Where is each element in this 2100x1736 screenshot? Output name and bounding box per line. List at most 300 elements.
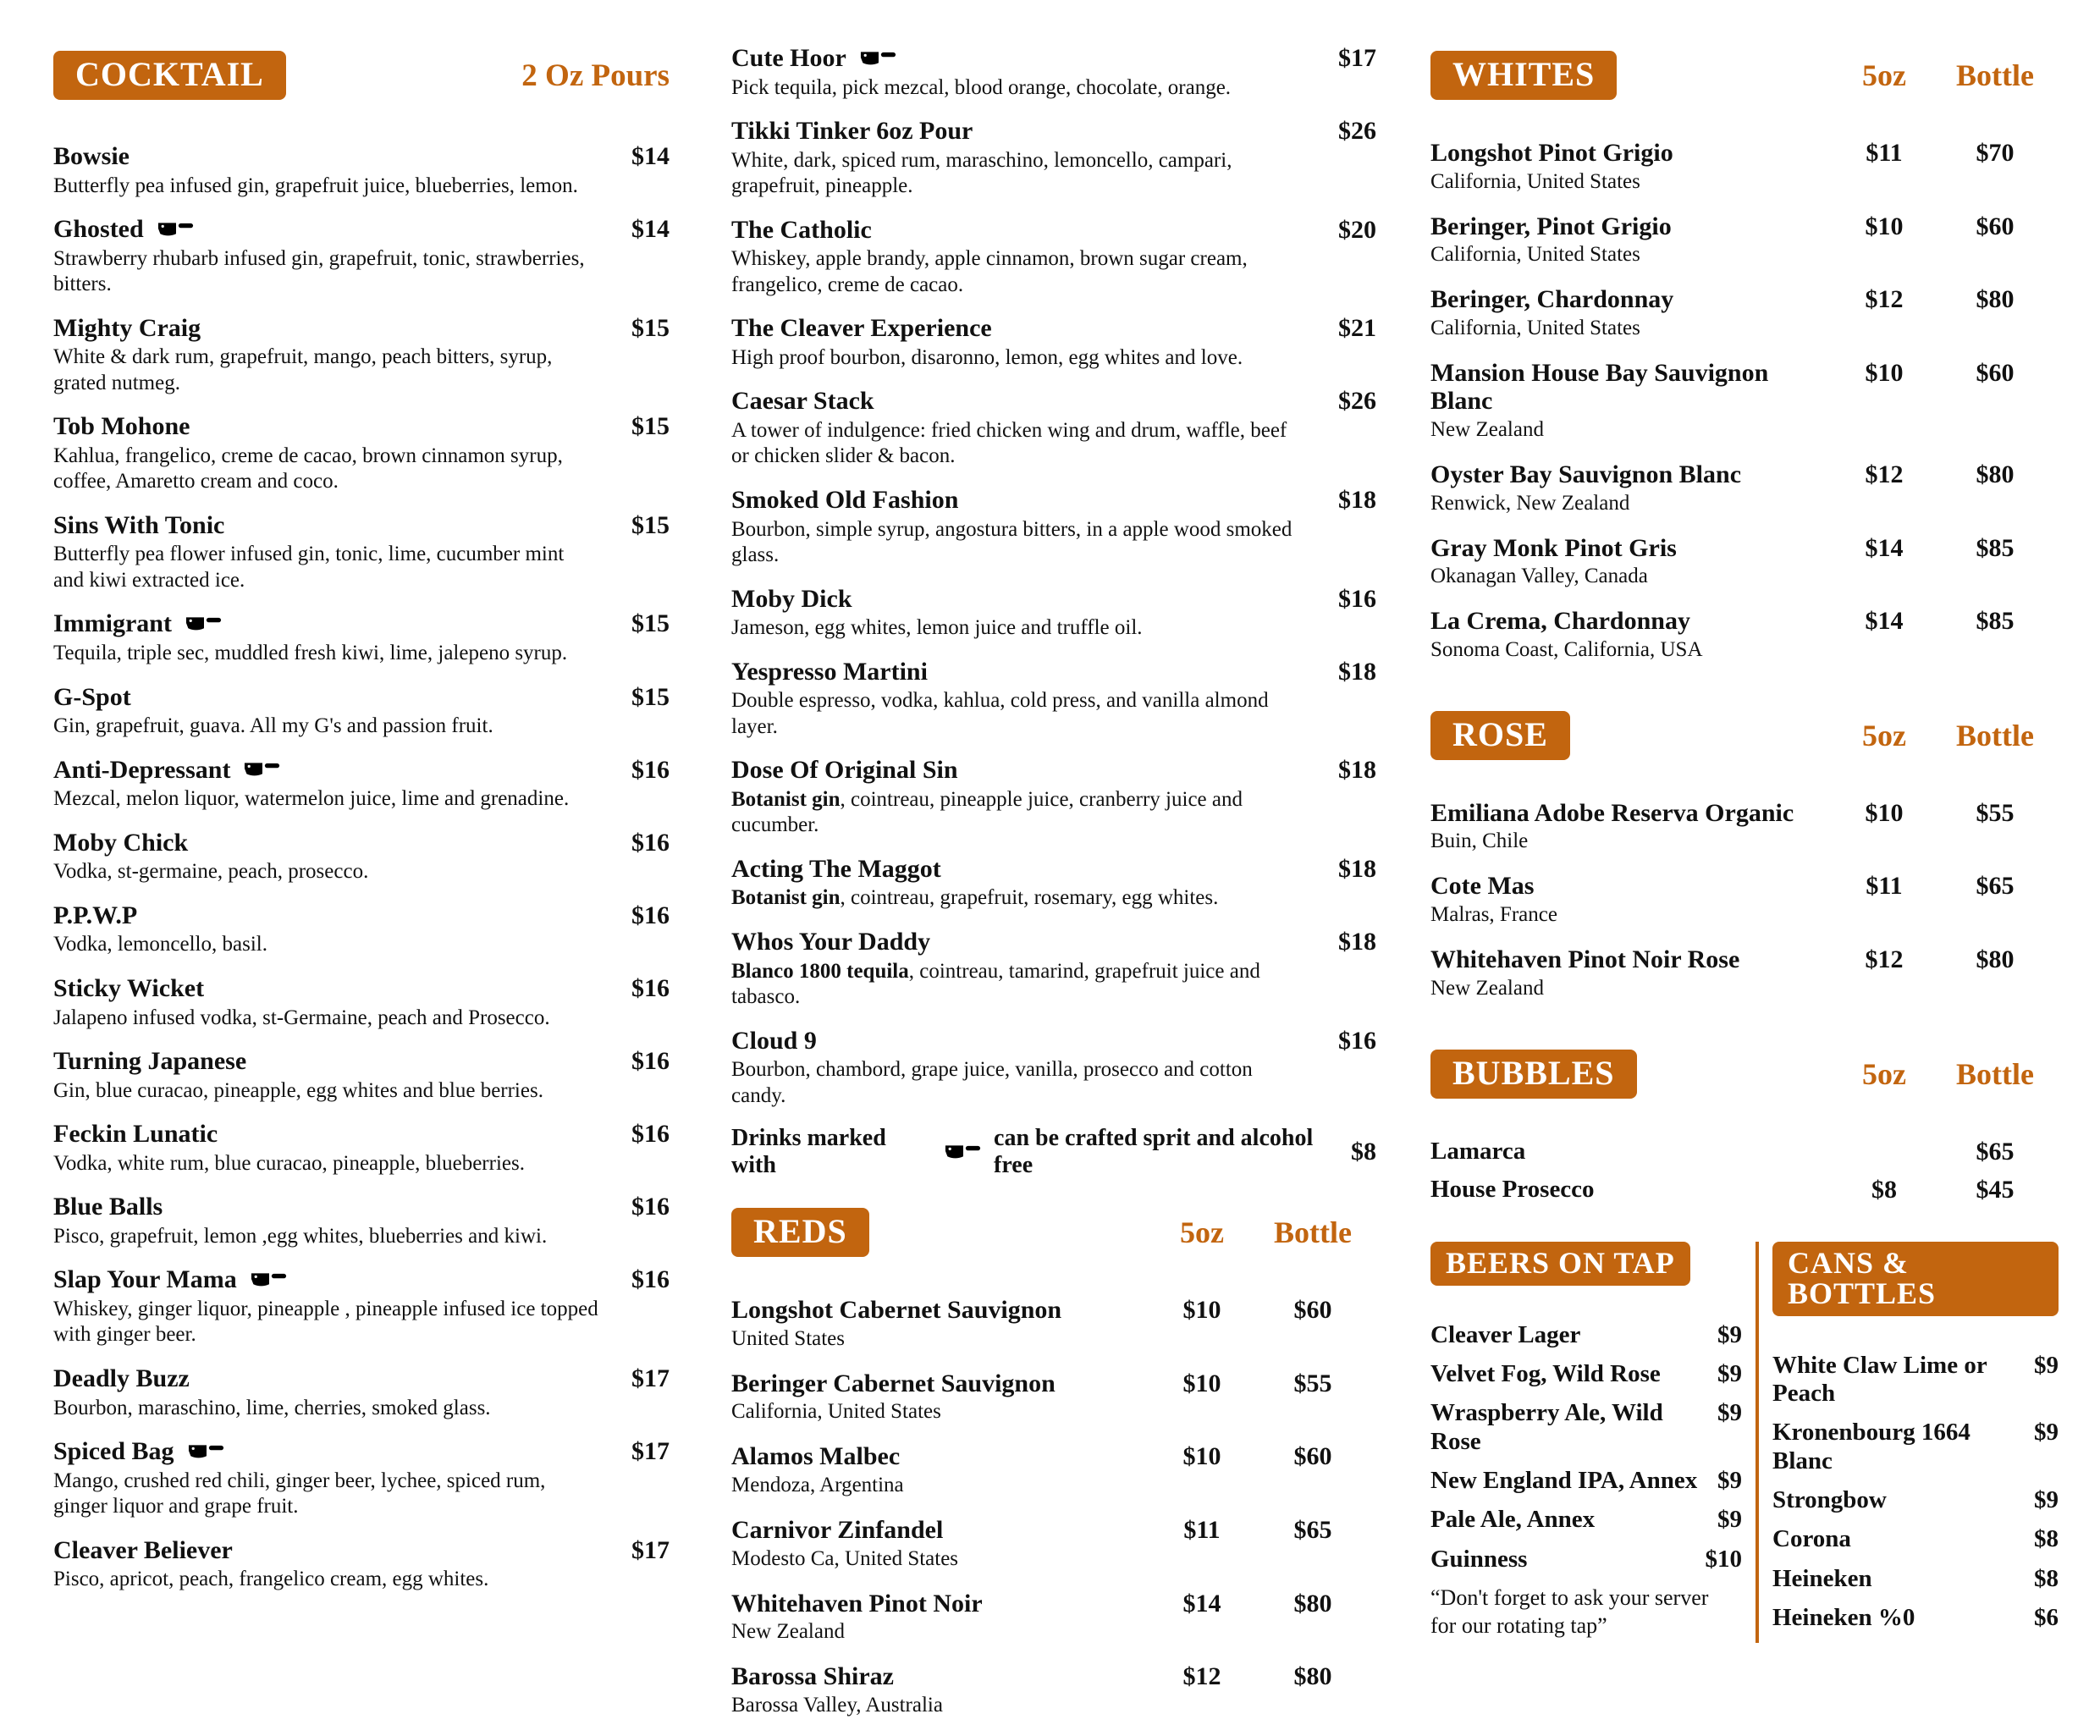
- wine-item: [1430, 799, 2059, 855]
- wine-glass-price: $10: [1182, 1296, 1221, 1325]
- cleaver-icon: [185, 615, 223, 632]
- item-description: Vodka, st-germaine, peach, prosecco.: [53, 860, 369, 884]
- item-description: Bourbon, maraschino, lime, cherries, smoked glass.: [53, 1396, 491, 1419]
- item-price: $15: [631, 609, 670, 638]
- item-description: Pick tequila, pick mezcal, blood orange, chocolate, orange.: [731, 75, 1232, 99]
- wine-name: Beringer, Pinot Grigio: [1430, 212, 1672, 240]
- menu-item: [731, 658, 1376, 741]
- can-price: $8: [2034, 1564, 2059, 1592]
- wine-item: [1430, 607, 2059, 663]
- menu-item: [53, 1193, 670, 1249]
- section-header-rose: ROSE: [1430, 711, 1570, 760]
- menu-item-text: [53, 683, 599, 740]
- rose-list: [1430, 799, 2059, 1001]
- menu-item: [53, 1120, 670, 1177]
- item-price: $14: [631, 142, 670, 170]
- menu-item: [731, 314, 1376, 371]
- menu-item: [53, 974, 670, 1031]
- wine-glass-price: $10: [1865, 212, 1904, 240]
- wine-glass-price: $10: [1865, 798, 1904, 827]
- item-price: $16: [631, 901, 670, 929]
- wine-name: Lamarca: [1430, 1137, 1526, 1165]
- wine-text: [731, 1296, 1155, 1352]
- wine-name: Whitehaven Pinot Noir Rose: [1430, 945, 1740, 973]
- can-name: Kronenbourg 1664 Blanc: [1772, 1419, 1970, 1474]
- pours-and-reds-column: [731, 0, 1376, 1736]
- item-name: Anti-Depressant: [53, 755, 231, 784]
- wine-region: Malras, France: [1430, 902, 1557, 926]
- can-name: Heineken %0: [1772, 1604, 1915, 1632]
- bubbles-list: [1430, 1138, 2059, 1204]
- item-price: $16: [631, 973, 670, 1002]
- menu-item-text: [731, 855, 1307, 912]
- menu-item: [53, 1437, 670, 1520]
- item-description: Botanist gin, cointreau, grapefruit, rosemary, egg whites.: [731, 886, 1219, 910]
- menu-item-text: [53, 1364, 599, 1421]
- wine-name: Gray Monk Pinot Gris: [1430, 533, 1677, 562]
- item-description: Double espresso, vodka, kahlua, cold press, and vanilla almond layer.: [731, 689, 1269, 738]
- wine-region: California, United States: [1430, 169, 1640, 193]
- beer-item: [1430, 1506, 1742, 1534]
- cleaver-icon: [157, 221, 195, 238]
- wine-region: California, United States: [731, 1400, 941, 1424]
- wine-region: New Zealand: [1430, 417, 1544, 441]
- can-item: [1772, 1486, 2059, 1514]
- reds-list: [731, 1296, 1376, 1718]
- wine-glass-price: $12: [1865, 945, 1904, 973]
- item-price: $15: [631, 682, 670, 711]
- wine-name: Cote Mas: [1430, 872, 1535, 901]
- item-description: Jameson, egg whites, lemon juice and truffle oil.: [731, 616, 1143, 640]
- wine-bottle-price: $80: [1976, 460, 2015, 488]
- bubbles-bottle-label: Bottle: [1956, 1056, 2034, 1091]
- wine-glass-price: $11: [1866, 872, 1903, 901]
- wine-bottle-price: $60: [1976, 358, 2015, 387]
- rose-header-row: [1430, 711, 2059, 760]
- wine-glass-price: $10: [1865, 358, 1904, 387]
- menu-item: [53, 609, 670, 666]
- wine-text: [731, 1370, 1155, 1425]
- beer-item: [1430, 1360, 1742, 1388]
- wine-name: Mansion House Bay Sauvignon Blanc: [1430, 358, 1769, 416]
- item-name: Acting The Maggot: [731, 854, 941, 883]
- wine-item: [1430, 534, 2059, 590]
- wine-name: House Prosecco: [1430, 1176, 1595, 1204]
- menu-item-text: [53, 1047, 599, 1104]
- beer-item: [1430, 1546, 1742, 1573]
- menu-item-text: [53, 1536, 599, 1593]
- can-name: Strongbow: [1772, 1486, 1887, 1514]
- wine-text: [1430, 945, 1837, 1001]
- menu-item-text: [53, 756, 599, 813]
- item-description: Pisco, apricot, peach, frangelico cream, egg whites.: [53, 1568, 489, 1591]
- item-description: White, dark, spiced rum, maraschino, lemoncello, campari, grapefruit, pineapple.: [731, 148, 1232, 198]
- item-price: $16: [631, 1265, 670, 1294]
- cocktail-list: [53, 142, 670, 1593]
- wine-bottle-price: $45: [1976, 1176, 2015, 1204]
- menu-item-text: [731, 486, 1307, 569]
- beer-price: $9: [1717, 1506, 1742, 1534]
- can-item: [1772, 1419, 2059, 1475]
- item-description: Gin, blue curacao, pineapple, egg whites and blue berries.: [53, 1078, 543, 1102]
- menu-item: [731, 1027, 1376, 1110]
- item-name: Smoked Old Fashion: [731, 485, 959, 514]
- menu-item: [53, 142, 670, 199]
- wine-bottle-price: $65: [1293, 1515, 1332, 1544]
- item-name: The Catholic: [731, 215, 872, 244]
- item-price: $15: [631, 412, 670, 441]
- item-price: $16: [631, 755, 670, 784]
- note-price: $8: [1351, 1138, 1376, 1166]
- beer-price: $9: [1717, 1360, 1742, 1388]
- menu-item: [53, 1364, 670, 1421]
- wine-text: [1430, 872, 1837, 928]
- item-price: $18: [1338, 657, 1376, 686]
- cleaver-icon: [188, 1443, 225, 1460]
- item-name: Ghosted: [53, 215, 144, 244]
- item-name: Slap Your Mama: [53, 1265, 237, 1294]
- menu-item-text: [731, 44, 1307, 101]
- wine-bottle-price: $80: [1976, 285, 2015, 314]
- wine-bottle-price: $85: [1976, 607, 2015, 636]
- item-name: Mighty Craig: [53, 313, 201, 342]
- item-price: $16: [631, 1193, 670, 1221]
- menu-item-text: [53, 1265, 599, 1348]
- section-header-beers-on-tap: BEERS ON TAP: [1430, 1242, 1690, 1286]
- wine-item: [731, 1442, 1376, 1498]
- wine-glass-price: $14: [1865, 607, 1904, 636]
- item-description: Mezcal, melon liquor, watermelon juice, lime and grenadine.: [53, 787, 570, 811]
- can-name: White Claw Lime or Peach: [1772, 1351, 1987, 1408]
- menu-item: [731, 585, 1376, 642]
- wine-glass-price: $12: [1865, 285, 1904, 314]
- can-price: $9: [2034, 1486, 2059, 1514]
- item-name: Cloud 9: [731, 1026, 817, 1055]
- bubbles-item: [1430, 1138, 2059, 1166]
- item-price: $20: [1338, 215, 1376, 244]
- whites-list: [1430, 139, 2059, 663]
- item-price: $17: [631, 1437, 670, 1465]
- wine-text: [1430, 799, 1837, 855]
- item-price: $16: [1338, 584, 1376, 613]
- item-price: $17: [1338, 44, 1376, 72]
- beer-price: $9: [1717, 1320, 1742, 1348]
- can-price: $6: [2034, 1604, 2059, 1632]
- wine-name: Emiliana Adobe Reserva Organic: [1430, 798, 1794, 827]
- wine-item: [731, 1662, 1376, 1718]
- beers-on-tap-section: [1430, 1242, 1742, 1644]
- can-name: Corona: [1772, 1525, 1851, 1553]
- menu-item-text: [53, 142, 599, 199]
- can-price: $8: [2034, 1525, 2059, 1553]
- wine-name: Longshot Pinot Grigio: [1430, 139, 1673, 167]
- item-name: Turning Japanese: [53, 1047, 247, 1076]
- menu-item: [731, 486, 1376, 569]
- wine-text: [731, 1516, 1155, 1572]
- item-description: Bourbon, simple syrup, angostura bitters, in a apple wood smoked glass.: [731, 517, 1293, 567]
- menu-item-text: [731, 387, 1307, 470]
- item-description: A tower of indulgence: fried chicken wing and drum, waffle, beef or chicken slider & bacon.: [731, 418, 1287, 468]
- rose-5oz-label: 5oz: [1862, 718, 1906, 752]
- can-price: $9: [2034, 1351, 2059, 1379]
- item-description: Kahlua, frangelico, creme de cacao, brown cinnamon syrup, coffee, Amaretto cream and coco.: [53, 444, 563, 493]
- wine-item: [731, 1516, 1376, 1572]
- wine-text: [731, 1590, 1155, 1645]
- wine-name: Beringer Cabernet Sauvignon: [731, 1369, 1056, 1397]
- wine-bottle-price: $80: [1976, 945, 2015, 973]
- wine-name: Whitehaven Pinot Noir: [731, 1589, 983, 1618]
- cocktail-column: [53, 0, 670, 1609]
- item-description: Bourbon, chambord, grape juice, vanilla, prosecco and cotton candy.: [731, 1058, 1253, 1107]
- bubbles-header-row: [1430, 1050, 2059, 1099]
- wine-bottle-price: $55: [1293, 1369, 1332, 1397]
- cleaver-icon: [860, 50, 897, 67]
- item-description: Vodka, white rum, blue curacao, pineapple, blueberries.: [53, 1151, 525, 1175]
- note-prefix: Drinks marked with: [731, 1125, 886, 1179]
- bubbles-item: [1430, 1176, 2059, 1204]
- whites-bottle-label: Bottle: [1956, 58, 2034, 92]
- can-price: $9: [2034, 1419, 2059, 1447]
- menu-item-text: [53, 314, 599, 397]
- beer-name: Pale Ale, Annex: [1430, 1506, 1596, 1534]
- item-price: $26: [1338, 117, 1376, 146]
- section-header-cans-bottles: CANS & BOTTLES: [1772, 1242, 2059, 1316]
- pours-size-label: 2 Oz Pours: [521, 58, 670, 93]
- wine-region: California, United States: [1430, 243, 1640, 267]
- item-description: Butterfly pea flower infused gin, tonic, lime, cucumber mint and kiwi extracted ice.: [53, 543, 565, 592]
- menu-item: [53, 1536, 670, 1593]
- beer-item: [1430, 1467, 1742, 1495]
- reds-5oz-label: 5oz: [1180, 1215, 1224, 1250]
- item-name: The Cleaver Experience: [731, 314, 992, 343]
- wine-text: [731, 1442, 1155, 1498]
- menu-item: [731, 117, 1376, 200]
- item-name: Deadly Buzz: [53, 1364, 190, 1392]
- wine-name: Longshot Cabernet Sauvignon: [731, 1296, 1062, 1325]
- note-suffix: can be crafted sprit and alcohol free: [994, 1125, 1314, 1179]
- item-price: $18: [1338, 485, 1376, 514]
- item-description: Whiskey, ginger liquor, pineapple , pineapple infused ice topped with ginger beer.: [53, 1297, 598, 1347]
- item-description: Pisco, grapefruit, lemon ,egg whites, blueberries and kiwi.: [53, 1224, 548, 1248]
- menu-item: [53, 215, 670, 298]
- menu-item-text: [53, 1120, 599, 1177]
- wine-glass-price: $14: [1182, 1589, 1221, 1618]
- item-price: $26: [1338, 387, 1376, 416]
- reds-header-row: [731, 1208, 1376, 1257]
- menu-item-text: [731, 216, 1307, 299]
- item-price: $21: [1338, 314, 1376, 343]
- wine-glass-price: $12: [1865, 460, 1904, 488]
- item-description: Vodka, lemoncello, basil.: [53, 933, 267, 956]
- beer-name: Velvet Fog, Wild Rose: [1430, 1360, 1661, 1388]
- menu-item-text: [731, 314, 1307, 371]
- wine-glass-price: $11: [1866, 139, 1903, 167]
- beer-name: Wraspberry Ale, Wild Rose: [1430, 1399, 1663, 1455]
- item-description: Strawberry rhubarb infused gin, grapefruit, tonic, strawberries, bitters.: [53, 246, 585, 296]
- cleaver-icon: [945, 1144, 982, 1160]
- wine-region: Modesto Ca, United States: [731, 1546, 959, 1570]
- item-name: Yespresso Martini: [731, 657, 928, 686]
- item-name: Caesar Stack: [731, 387, 874, 416]
- wine-text: [1430, 607, 1837, 663]
- wine-bottle-price: $65: [1976, 872, 2015, 901]
- item-description: Jalapeno infused vodka, st-Germaine, peach and Prosecco.: [53, 1006, 550, 1029]
- section-header-whites: WHITES: [1430, 51, 1617, 100]
- wine-glass-price: $12: [1182, 1662, 1221, 1691]
- item-name: Cute Hoor: [731, 44, 846, 72]
- wine-item: [731, 1370, 1376, 1425]
- item-name: Dose Of Original Sin: [731, 756, 958, 785]
- item-description: High proof bourbon, disaronno, lemon, egg whites and love.: [731, 345, 1243, 369]
- section-header-bubbles: BUBBLES: [1430, 1050, 1637, 1099]
- reds-bottle-label: Bottle: [1274, 1215, 1352, 1250]
- beer-name: New England IPA, Annex: [1430, 1467, 1698, 1495]
- wine-text: [1430, 359, 1837, 443]
- wine-item: [1430, 285, 2059, 341]
- wine-name: Carnivor Zinfandel: [731, 1515, 944, 1544]
- item-price: $18: [1338, 756, 1376, 785]
- item-description: Mango, crushed red chili, ginger beer, lychee, spiced rum, ginger liquor and grape fruit.: [53, 1469, 546, 1518]
- menu-item: [53, 829, 670, 885]
- wine-glass-price: $11: [1183, 1515, 1221, 1544]
- menu-item-text: [53, 511, 599, 594]
- cans-and-bottles-section: [1772, 1242, 2059, 1644]
- wine-item: [731, 1296, 1376, 1352]
- menu-item: [731, 756, 1376, 839]
- can-name: Heineken: [1772, 1564, 1872, 1592]
- wine-bottle-price: $55: [1976, 798, 2015, 827]
- can-item: [1772, 1565, 2059, 1593]
- beer-item: [1430, 1321, 1742, 1349]
- wine-glass-price: $14: [1865, 533, 1904, 562]
- beer-price: $9: [1717, 1399, 1742, 1427]
- item-price: $17: [631, 1535, 670, 1564]
- wine-region: New Zealand: [1430, 976, 1544, 1000]
- wine-name: Oyster Bay Sauvignon Blanc: [1430, 460, 1742, 488]
- wine-text: [1430, 139, 1837, 195]
- wine-name: La Crema, Chardonnay: [1430, 607, 1690, 636]
- beer-price: $9: [1717, 1467, 1742, 1495]
- wine-text: [1430, 534, 1837, 590]
- item-description: White & dark rum, grapefruit, mango, peach bitters, syrup, grated nutmeg.: [53, 345, 553, 394]
- item-description: Butterfly pea infused gin, grapefruit juice, blueberries, lemon.: [53, 174, 578, 197]
- item-description: Gin, grapefruit, guava. All my G's and passion fruit.: [53, 714, 493, 738]
- wine-glass-price: $8: [1871, 1176, 1897, 1204]
- beer-price: $10: [1705, 1545, 1742, 1573]
- wine-bottle-price: $80: [1293, 1589, 1332, 1618]
- item-description: Botanist gin, cointreau, pineapple juice, cranberry juice and cucumber.: [731, 787, 1243, 837]
- item-price: $18: [1338, 854, 1376, 883]
- menu-item-text: [731, 1027, 1307, 1110]
- item-price: $16: [631, 1047, 670, 1076]
- item-name: Sticky Wicket: [53, 973, 205, 1002]
- wine-region: Buin, Chile: [1430, 829, 1529, 853]
- menu-item-text: [731, 756, 1307, 839]
- cleaver-icon: [251, 1271, 288, 1288]
- beer-name: Cleaver Lager: [1430, 1320, 1581, 1348]
- cocktail-header-row: [53, 51, 670, 100]
- item-description: Tequila, triple sec, muddled fresh kiwi, lime, jalepeno syrup.: [53, 642, 568, 665]
- wine-glass-price: $10: [1182, 1442, 1221, 1471]
- wine-item: [1430, 460, 2059, 516]
- beer-item: [1430, 1399, 1742, 1456]
- item-name: Spiced Bag: [53, 1437, 174, 1465]
- menu-item-text: [731, 928, 1307, 1011]
- wine-bottle-price: $60: [1293, 1296, 1332, 1325]
- item-name: Moby Chick: [53, 828, 189, 857]
- item-price: $16: [1338, 1026, 1376, 1055]
- item-description: Whiskey, apple brandy, apple cinnamon, brown sugar cream, frangelico, creme de cacao.: [731, 247, 1248, 296]
- wine-region: Barossa Valley, Australia: [731, 1693, 943, 1717]
- wine-item: [1430, 945, 2059, 1001]
- section-header-cocktail: COCKTAIL: [53, 51, 286, 100]
- alcohol-free-note: [731, 1125, 1376, 1179]
- menu-item: [731, 855, 1376, 912]
- item-name: Tikki Tinker 6oz Pour: [731, 117, 973, 146]
- section-header-reds: REDS: [731, 1208, 869, 1257]
- menu-item-text: [731, 585, 1307, 642]
- item-name: Sins With Tonic: [53, 510, 225, 539]
- item-name: G-Spot: [53, 682, 131, 711]
- menu-item-text: [53, 829, 599, 885]
- wine-name: Barossa Shiraz: [731, 1662, 894, 1691]
- wine-text: [731, 1662, 1155, 1718]
- menu-item-text: [53, 1193, 599, 1249]
- item-name: Blue Balls: [53, 1193, 163, 1221]
- menu-item-text: [53, 974, 599, 1031]
- item-name: Immigrant: [53, 609, 172, 638]
- wine-bottle-price: $85: [1976, 533, 2015, 562]
- can-item: [1772, 1525, 2059, 1553]
- whites-header-row: [1430, 51, 2059, 100]
- menu-item: [731, 387, 1376, 470]
- item-price: $14: [631, 215, 670, 244]
- wine-item: [1430, 359, 2059, 443]
- item-name: Tob Mohone: [53, 412, 190, 441]
- menu-item: [731, 44, 1376, 101]
- menu-item: [53, 756, 670, 813]
- rotating-tap-note: “Don't forget to ask your server for our rotating tap”: [1430, 1585, 1709, 1638]
- item-price: $16: [631, 828, 670, 857]
- menu-item-text: [53, 412, 599, 495]
- wine-bottle-price: $70: [1976, 139, 2015, 167]
- can-item: [1772, 1604, 2059, 1632]
- menu-item: [53, 511, 670, 594]
- wine-region: Sonoma Coast, California, USA: [1430, 637, 1703, 661]
- item-name: Whos Your Daddy: [731, 927, 931, 956]
- menu-item-text: [731, 117, 1307, 200]
- cleaver-icon: [244, 761, 281, 778]
- wine-region: California, United States: [1430, 316, 1640, 339]
- wine-region: Renwick, New Zealand: [1430, 491, 1630, 515]
- menu-item: [53, 683, 670, 740]
- rose-bottle-label: Bottle: [1956, 718, 2034, 752]
- wine-text: [1430, 460, 1837, 516]
- wine-region: United States: [731, 1326, 846, 1350]
- wine-item: [1430, 872, 2059, 928]
- menu-item: [731, 216, 1376, 299]
- item-price: $15: [631, 313, 670, 342]
- wines-and-beers-column: [1430, 0, 2059, 1643]
- can-item: [1772, 1352, 2059, 1408]
- wine-bottle-price: $80: [1293, 1662, 1332, 1691]
- wine-item: [1430, 139, 2059, 195]
- section-divider: [1756, 1242, 1759, 1644]
- wine-bottle-price: $65: [1976, 1137, 2015, 1166]
- menu-item-text: [53, 609, 599, 666]
- menu-item: [53, 314, 670, 397]
- pours-list: [731, 44, 1376, 1109]
